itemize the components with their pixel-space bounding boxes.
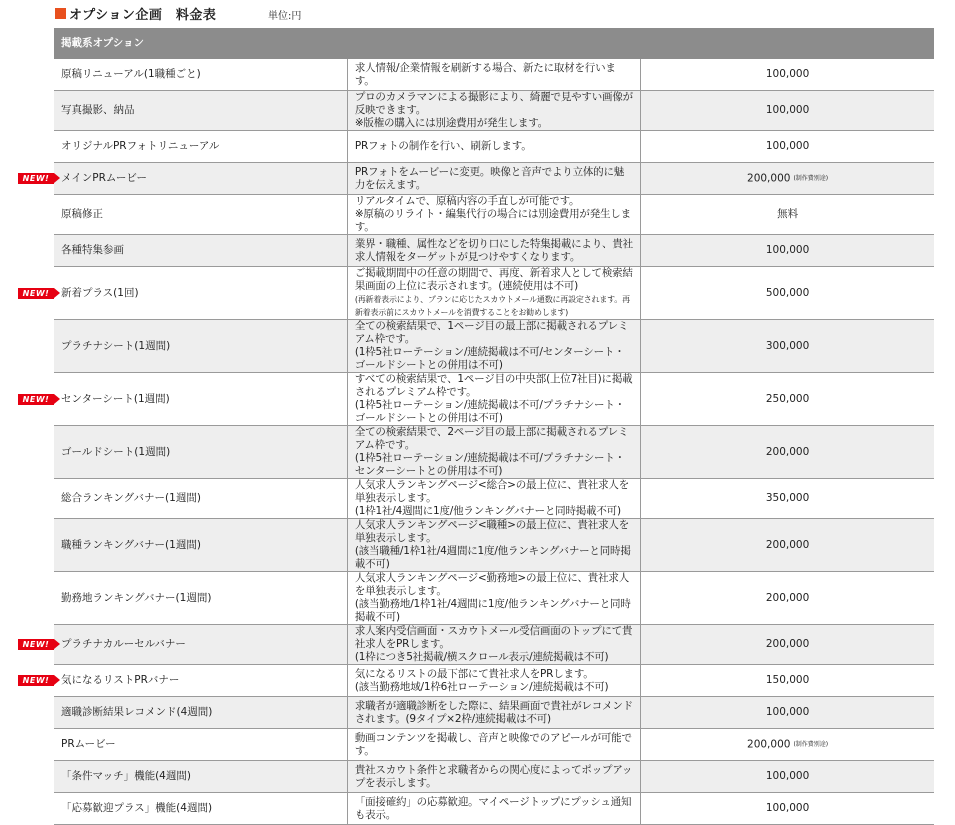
price-value: 100,000: [765, 802, 810, 814]
price-value: 100,000: [765, 244, 810, 256]
new-badge-label: NEW!: [18, 394, 54, 405]
description-line-2: (該当勤務地域/1枠6社ローテーション/連続掲載は不可): [354, 680, 609, 693]
option-price: [641, 267, 934, 320]
unit-label: 単位:円: [268, 11, 302, 22]
price-value: 200,000: [765, 591, 810, 604]
price-value: 200,000: [765, 445, 810, 458]
option-name: PRムービー: [54, 729, 347, 761]
option-description: [347, 793, 640, 825]
table-row: [54, 572, 934, 625]
option-price: [641, 793, 934, 825]
table-row: [54, 697, 934, 729]
price-value: 200,000: [765, 538, 810, 551]
description-line-2: (1枠5社ローテーション/連続掲載は不可/プラチナシート・センターシートとの併用は不可): [354, 452, 625, 477]
option-name: 各種特集参画: [54, 235, 347, 267]
page-title: [55, 4, 216, 22]
price-table: [54, 28, 934, 825]
table-row: [54, 267, 934, 320]
option-price: [641, 373, 934, 426]
option-price: [641, 572, 934, 625]
price-value: 200,000: [765, 638, 810, 650]
new-badge-arrow-icon: [54, 394, 60, 404]
option-description: [347, 320, 640, 373]
description-line-1: リアルタイムで、原稿内容の手直しが可能です。: [354, 195, 580, 207]
new-badge: [18, 394, 60, 405]
price-value: 100,000: [765, 68, 810, 80]
option-price: [641, 729, 934, 761]
option-price: [641, 163, 934, 195]
description-line-2: (1枠につき5社掲載/横スクロール表示/連続掲載は不可): [354, 651, 609, 663]
table-row: [54, 91, 934, 131]
option-description: [347, 761, 640, 793]
option-description: [347, 59, 640, 91]
option-name: プラチナカルーセルバナー: [54, 625, 347, 665]
option-name: 「条件マッチ」機能(4週間): [54, 761, 347, 793]
title-marker-icon: [55, 8, 66, 19]
option-price: [641, 697, 934, 729]
price-value: 250,000: [765, 392, 810, 405]
option-description: [347, 267, 640, 320]
option-description: [347, 625, 640, 665]
price-note: (制作費別途): [793, 740, 829, 748]
option-name: 原稿リニューアル(1職種ごと): [54, 59, 347, 91]
table-row: [54, 131, 934, 163]
option-price: [641, 235, 934, 267]
table-row: [54, 625, 934, 665]
option-price: [641, 479, 934, 519]
description-line-1: 気になるリストの最下部にて貴社求人をPRします。: [354, 667, 594, 680]
option-name: 適職診断結果レコメンド(4週間): [54, 697, 347, 729]
option-description: [347, 373, 640, 426]
price-value: 300,000: [765, 339, 810, 352]
description-line-2: (1枠5社ローテーション/連続掲載は不可/センターシート・ゴールドシートとの併用は不可): [354, 346, 625, 371]
new-badge-label: NEW!: [18, 288, 54, 299]
description-line-1: ご掲載期間中の任意の期間で、再度、新着求人として検索結果画面の上位に表示されます。(連続使用は不可): [354, 267, 633, 292]
table-row: [54, 163, 934, 195]
option-name: 職種ランキングバナー(1週間): [54, 519, 347, 572]
option-name: プラチナシート(1週間): [54, 320, 347, 373]
option-price: [641, 91, 934, 131]
description-line-1: 「面接確約」の応募歓迎。マイページトップにプッシュ通知も表示。: [354, 795, 632, 821]
description-line-2: (該当勤務地/1枠1社/4週間に1度/他ランキングバナーと同時掲載不可): [354, 598, 631, 623]
option-price: [641, 761, 934, 793]
description-line-1: 貴社スカウト条件と求職者からの関心度によってポップアップを表示します。: [354, 763, 633, 789]
new-badge-arrow-icon: [54, 288, 60, 298]
option-price: [641, 519, 934, 572]
option-price: [641, 625, 934, 665]
option-name: メインPRムービー: [54, 163, 347, 195]
description-line-1: すべての検索結果で、1ページ目の中央部(上位7社目)に掲載されるプレミアム枠です。: [354, 373, 633, 398]
price-value: 100,000: [765, 706, 810, 718]
price-value: 100,000: [765, 104, 810, 116]
option-name: 総合ランキングバナー(1週間): [54, 479, 347, 519]
description-line-2: (再新着表示により、プランに応じたスカウトメール通数に再設定されます。再新着表示前にスカウトメールを消費することをお勧めします): [354, 295, 630, 317]
new-badge-arrow-icon: [54, 675, 60, 685]
description-line-1: 動画コンテンツを掲載し、音声と映像でのアピールが可能です。: [354, 731, 632, 757]
option-price: [641, 59, 934, 91]
new-badge: [18, 173, 60, 184]
new-badge-label: NEW!: [18, 675, 54, 686]
description-line-1: 人気求人ランキングページ<勤務地>の最上位に、貴社求人を単独表示します。: [354, 572, 629, 597]
option-name: オリジナルPRフォトリニューアル: [54, 131, 347, 163]
option-description: [347, 697, 640, 729]
option-name: ゴールドシート(1週間): [54, 426, 347, 479]
price-value: 150,000: [765, 674, 810, 686]
option-description: [347, 91, 640, 131]
option-price: [641, 131, 934, 163]
table-row: [54, 195, 934, 235]
option-price: [641, 195, 934, 235]
description-line-2: (該当職種/1枠1社/4週間に1度/他ランキングバナーと同時掲載不可): [354, 545, 631, 570]
option-name: センターシート(1週間): [54, 373, 347, 426]
option-price: [641, 665, 934, 697]
description-line-1: 人気求人ランキングページ<総合>の最上位に、貴社求人を単独表示します。: [354, 479, 629, 504]
option-description: [347, 163, 640, 195]
price-value: 200,000: [747, 738, 791, 751]
table-row: [54, 729, 934, 761]
description-line-2: (1枠5社ローテーション/連続掲載は不可/プラチナシート・ゴールドシートとの併用は不可): [354, 399, 625, 424]
option-name: 「応募歓迎プラス」機能(4週間): [54, 793, 347, 825]
price-value: 無料: [777, 208, 799, 220]
table-row: [54, 519, 934, 572]
description-line-1: 全ての検索結果で、1ページ目の最上部に掲載されるプレミアム枠です。: [354, 320, 629, 345]
option-description: [347, 729, 640, 761]
new-badge: [18, 675, 60, 686]
section-label: 掲載系オプション: [54, 29, 934, 59]
price-value: 100,000: [765, 770, 810, 782]
option-name: 勤務地ランキングバナー(1週間): [54, 572, 347, 625]
price-value: 350,000: [765, 492, 810, 504]
option-price: [641, 426, 934, 479]
table-row: [54, 373, 934, 426]
description-line-1: 全ての検索結果で、2ページ目の最上部に掲載されるプレミアム枠です。: [354, 426, 629, 451]
new-badge-label: NEW!: [18, 173, 54, 184]
new-badge-arrow-icon: [54, 639, 60, 649]
description-line-1: 業界・職種、属性などを切り口にした特集掲載により、貴社求人情報をターゲットが見つけやすくなります。: [354, 237, 633, 263]
option-description: [347, 479, 640, 519]
description-line-1: 求人案内受信画面・スカウトメール受信画面のトップにて貴社求人をPRします。: [354, 625, 633, 650]
table-row: [54, 59, 934, 91]
description-line-2: (1枠1社/4週間に1度/他ランキングバナーと同時掲載不可): [354, 505, 621, 517]
new-badge: [18, 288, 60, 299]
description-line-1: PRフォトをムービーに変更。映像と音声でより立体的に魅力を伝えます。: [354, 165, 625, 191]
description-line-2: ※原稿のリライト・編集代行の場合には別途費用が発生します。: [354, 208, 631, 233]
description-line-1: プロのカメラマンによる撮影により、綺麗で見やすい画像が反映できます。: [354, 91, 633, 116]
option-description: [347, 572, 640, 625]
option-description: [347, 235, 640, 267]
table-row: [54, 426, 934, 479]
price-value: 100,000: [765, 140, 810, 152]
new-badge-arrow-icon: [54, 173, 60, 183]
price-note: (制作費別途): [793, 174, 829, 182]
new-badge-label: NEW!: [18, 639, 54, 650]
option-price: [641, 320, 934, 373]
option-name: 気になるリストPRバナー: [54, 665, 347, 697]
new-badge: [18, 639, 60, 650]
description-line-1: 人気求人ランキングページ<職種>の最上位に、貴社求人を単独表示します。: [354, 519, 629, 544]
page-title-text: オプション企画 料金表: [69, 7, 217, 23]
option-description: [347, 131, 640, 163]
price-value: 500,000: [765, 286, 810, 299]
table-row: [54, 479, 934, 519]
description-line-1: 求職者が適職診断をした際に、結果画面で貴社がレコメンドされます。(9タイプ×2枠/連続掲載は不可): [354, 699, 633, 725]
option-description: [347, 195, 640, 235]
option-name: 写真撮影、納品: [54, 91, 347, 131]
description-line-2: ※版権の購入には別途費用が発生します。: [354, 117, 548, 129]
option-description: [347, 426, 640, 479]
option-name: 原稿修正: [54, 195, 347, 235]
table-row: [54, 320, 934, 373]
table-row: [54, 761, 934, 793]
option-description: [347, 665, 640, 697]
description-line-1: PRフォトの制作を行い、刷新します。: [354, 140, 532, 152]
table-row: [54, 793, 934, 825]
section-header: [54, 29, 934, 59]
price-value: 200,000: [747, 172, 791, 185]
option-description: [347, 519, 640, 572]
table-row: [54, 665, 934, 697]
description-line-1: 求人情報/企業情報を刷新する場合、新たに取材を行います。: [354, 61, 616, 87]
option-name: 新着プラス(1回): [54, 267, 347, 320]
table-row: [54, 235, 934, 267]
